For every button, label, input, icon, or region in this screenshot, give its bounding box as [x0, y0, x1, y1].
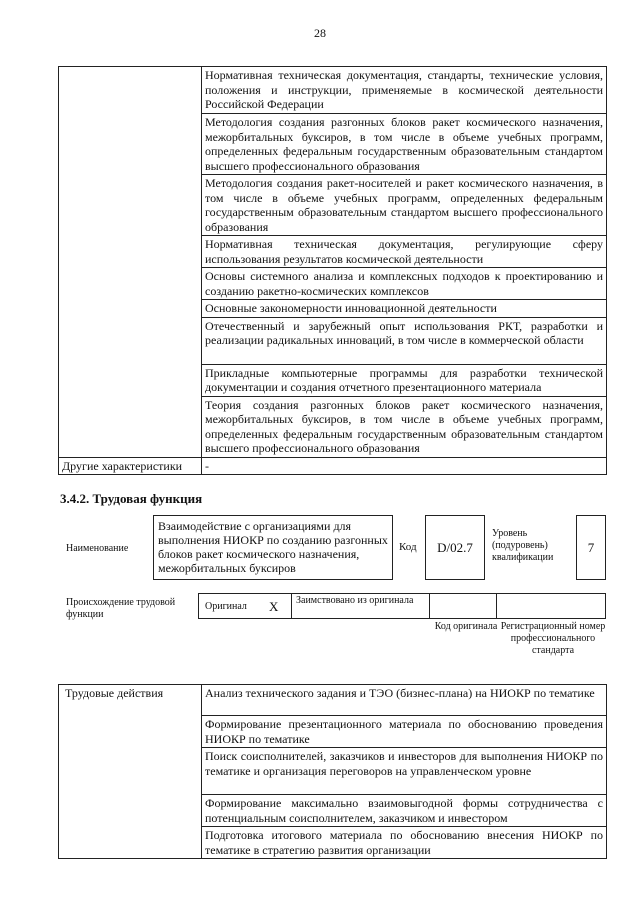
knowledge-item: Методология создания ракет-носителей и ракет космического назначения, в том числе в объеме учебных программ, определенных федеральным государственным образовательным стандартом высшего профессионального образования: [202, 175, 607, 236]
labor-action-item: Анализ технического задания и ТЭО (бизнес-плана) на НИОКР по тематике: [202, 685, 607, 716]
other-characteristics-label: Другие характеристики: [59, 457, 202, 475]
code-original-label: Код оригинала: [434, 621, 498, 632]
function-code-box: D/02.7: [425, 515, 485, 580]
section-heading: 3.4.2. Трудовая функция: [60, 491, 203, 506]
code-label: Код: [399, 541, 417, 553]
code-original-cell: [429, 593, 497, 619]
reg-number-cell: [496, 593, 606, 619]
knowledge-item: Отечественный и зарубежный опыт использования РКТ, разработки и реализации радикальных инноваций, в том числе в коммерческой области: [202, 317, 607, 364]
reg-number-label: Регистрационный номер профессионального стандарта: [500, 621, 606, 656]
knowledge-item: Нормативная техническая документация, стандарты, технические условия, положения и инструкции, применяемые в космической деятельности Российской Федерации: [202, 67, 607, 114]
knowledge-table: [58, 66, 607, 475]
labor-actions-label: Трудовые действия: [59, 685, 202, 859]
labor-actions-table: [58, 684, 607, 859]
page-number: 28: [314, 26, 326, 40]
knowledge-label-cell: [59, 67, 202, 458]
labor-action-item: Поиск соисполнителей, заказчиков и инвесторов для выполнения НИОКР по тематике и организация переговоров на управленческом уровне: [202, 748, 607, 795]
knowledge-item: Прикладные компьютерные программы для разработки технической документации и создания отчетного презентационного материала: [202, 364, 607, 396]
level-label: Уровень (подуровень) квалификации: [492, 528, 554, 563]
qualification-level-box: 7: [576, 515, 606, 580]
original-label: Оригинал: [205, 601, 247, 612]
table-row: [59, 685, 607, 716]
borrowed-label: Заимствовано из оригинала: [296, 595, 414, 606]
knowledge-item: Основы системного анализа и комплексных подходов к проектированию и созданию ракетно-космических комплексов: [202, 268, 607, 300]
other-characteristics-value: -: [202, 457, 607, 475]
original-cell: [198, 593, 292, 619]
borrowed-cell: [291, 593, 430, 619]
table-row: [59, 67, 607, 114]
knowledge-item: Теория создания разгонных блоков ракет космического назначения, межорбитальных буксиров, в том числе в объеме учебных программ, определенных федеральным государственным образовательным стандартом высшего профессионального образования: [202, 396, 607, 457]
knowledge-item: Нормативная техническая документация, регулирующие сферу использования результатов космической деятельности: [202, 236, 607, 268]
knowledge-item: Основные закономерности инновационной деятельности: [202, 300, 607, 318]
table-row: [59, 457, 607, 475]
labor-action-item: Подготовка итогового материала по обоснованию внесения НИОКР по тематике в стратегию развития организации: [202, 827, 607, 859]
knowledge-item: Методология создания разгонных блоков ракет космического назначения, межорбитальных буксиров, в том числе в объеме учебных программ, определенных федеральным государственным образовательным стандартом высшего профессионального образования: [202, 114, 607, 175]
function-name-box: Взаимодействие с организациями для выполнения НИОКР по созданию разгонных блоков ракет космического назначения, межорбитальных буксиров: [153, 515, 393, 580]
origin-row: [198, 593, 606, 619]
origin-label: Происхождение трудовой функции: [66, 597, 176, 620]
original-mark: X: [269, 599, 279, 614]
labor-action-item: Формирование презентационного материала по обоснованию проведения НИОКР по тематике: [202, 716, 607, 748]
labor-action-item: Формирование максимально взаимовыгодной формы сотрудничества с потенциальным соисполнителем, заказчиком и инвестором: [202, 795, 607, 827]
name-label: Наименование: [66, 543, 129, 554]
